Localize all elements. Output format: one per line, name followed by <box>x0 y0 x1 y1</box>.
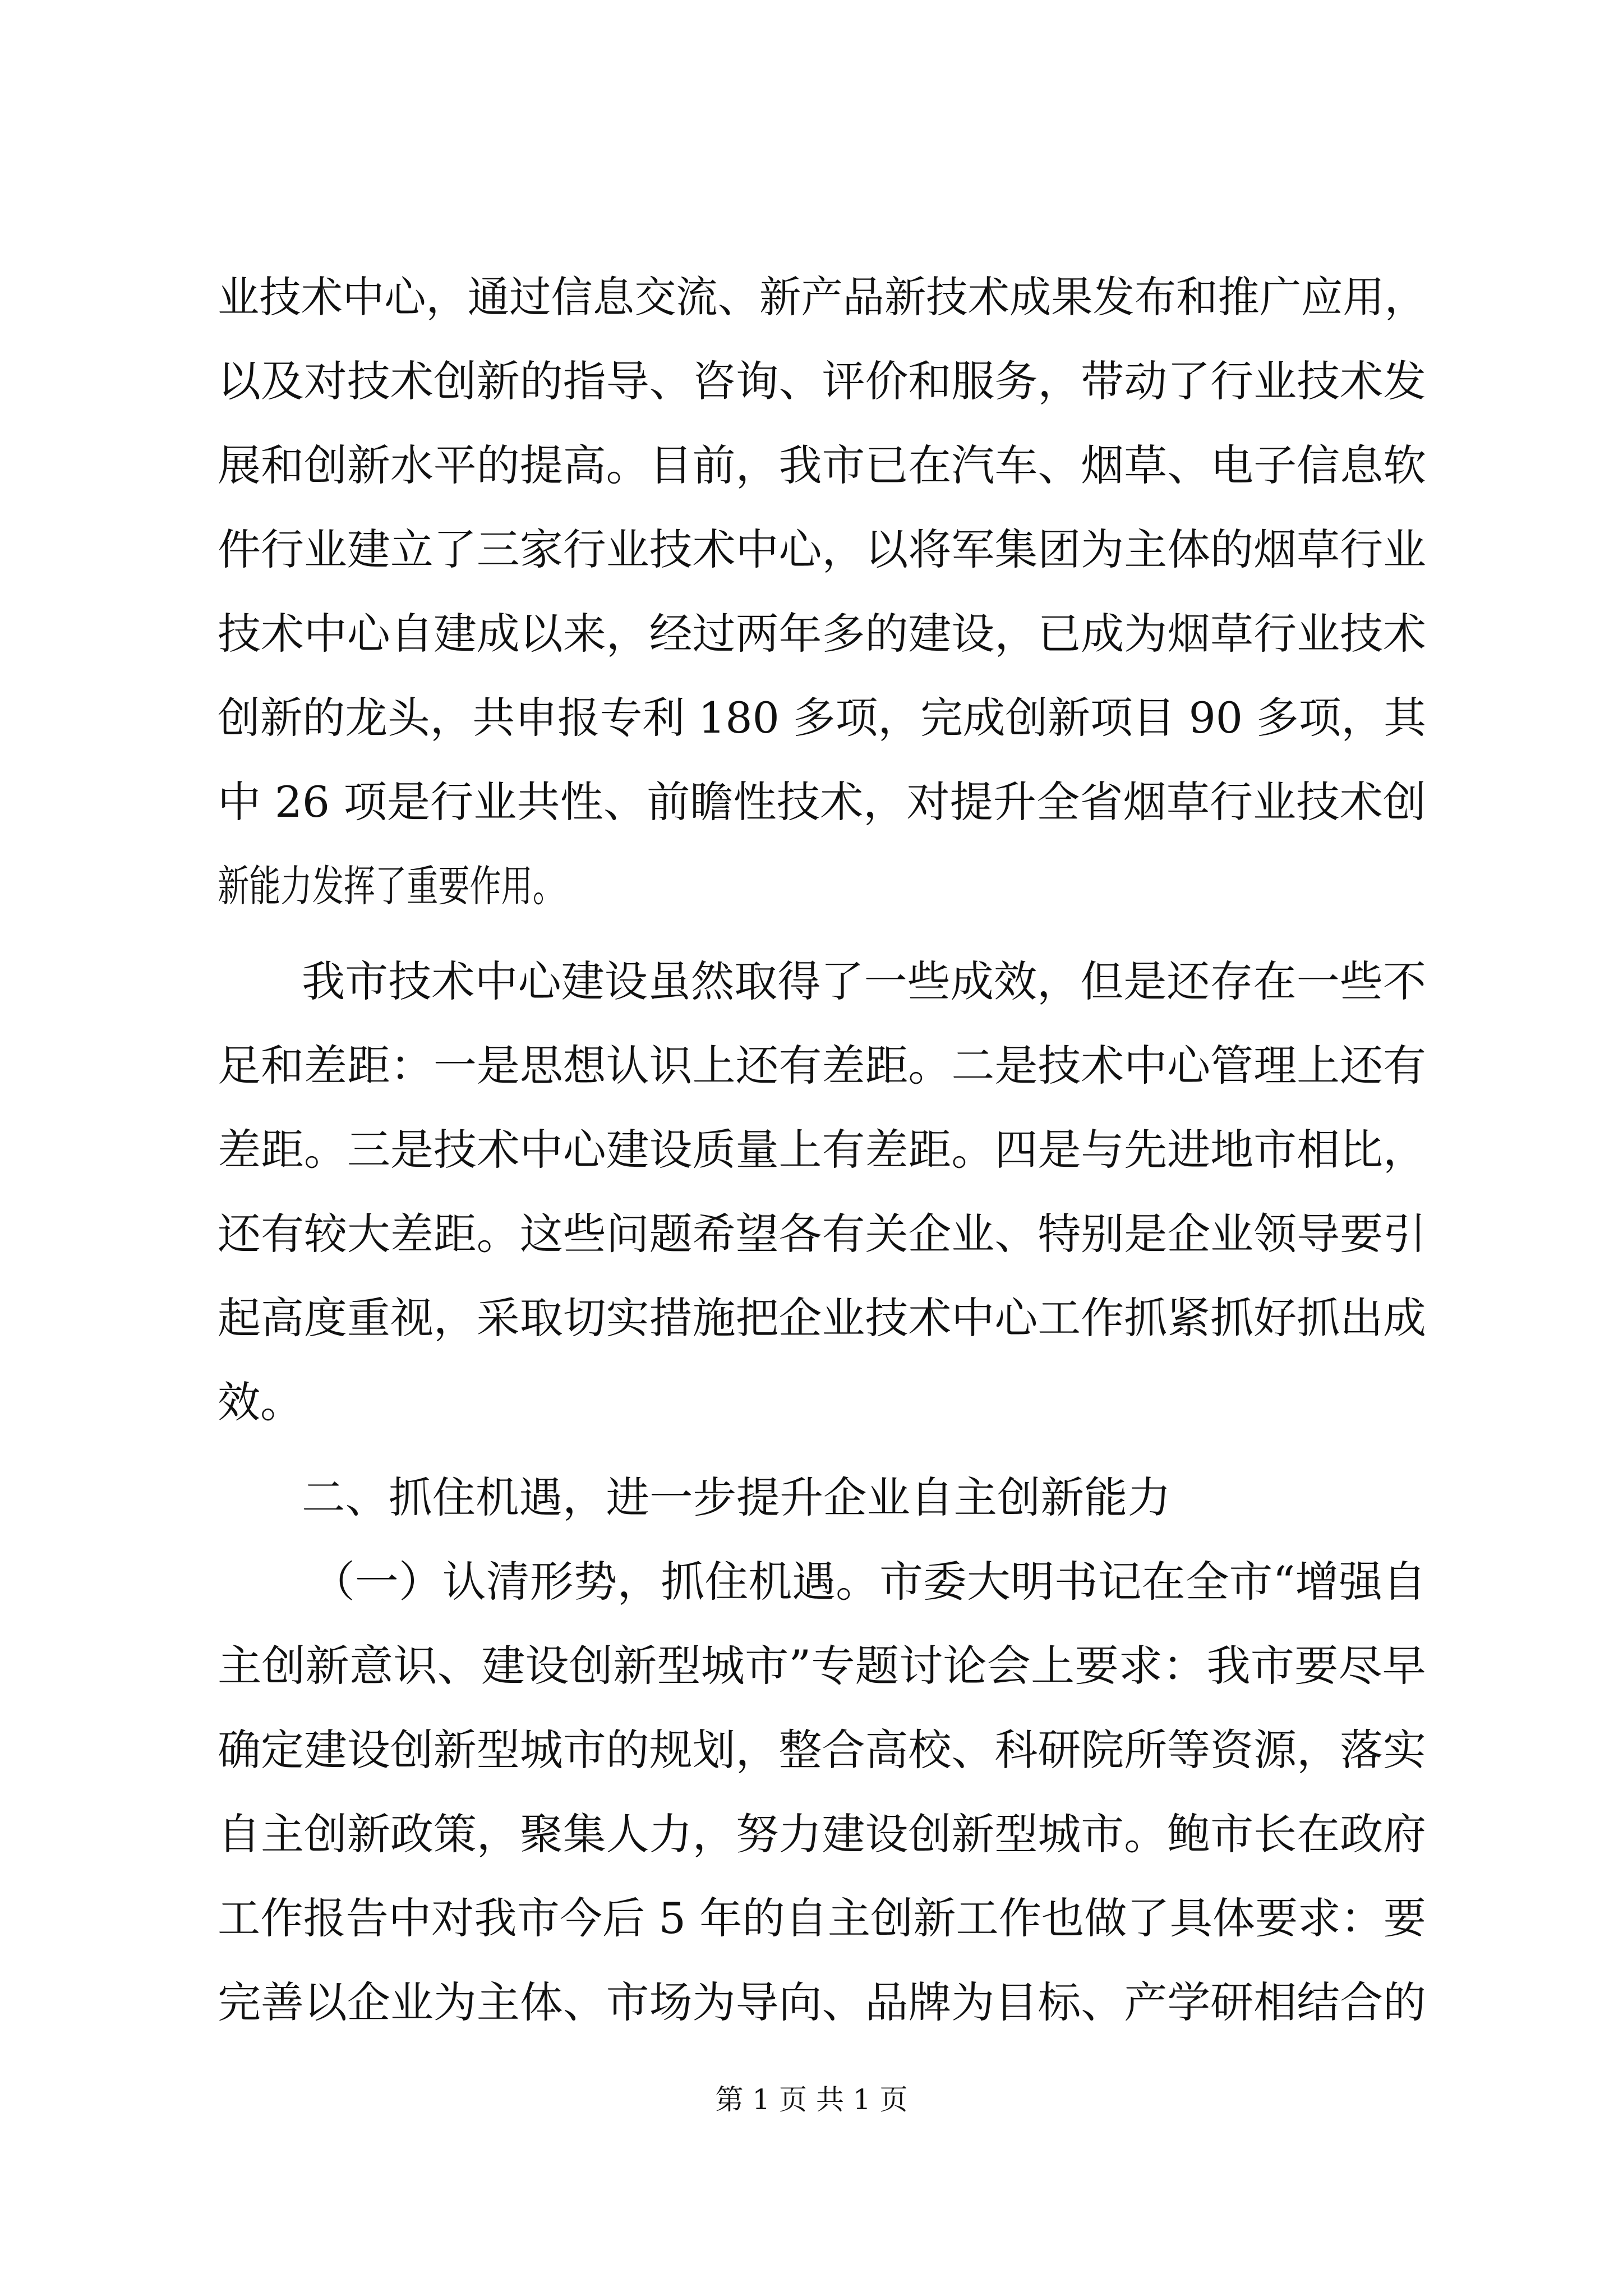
paragraph-line <box>0 1969 1623 2036</box>
line-text: 技术中心自建成以来，经过两年多的建设，已成为烟草行业技术 <box>218 609 1426 659</box>
paragraph-line <box>0 769 1623 836</box>
paragraph-line <box>0 516 1623 583</box>
line-text: 新能力发挥了重要作用。 <box>218 861 564 911</box>
paragraph-line <box>0 853 1623 920</box>
line-text: 足和差距：一是思想认识上还有差距。二是技术中心管理上还有 <box>218 1041 1426 1091</box>
line-text: 二、抓住机遇，进一步提升企业自主创新能力 <box>302 1473 1171 1522</box>
line-text: （一）认清形势，抓住机遇。市委大明书记在全市“增强自 <box>311 1557 1426 1607</box>
line-text: 确定建设创新型城市的规划，整合高校、科研院所等资源，落实 <box>218 1725 1426 1775</box>
line-text: 工作报告中对我市今后 5 年的自主创新工作也做了具体要求：要 <box>218 1893 1426 1943</box>
line-text: 创新的龙头，共申报专利 180 多项，完成创新项目 90 多项，其 <box>218 693 1426 743</box>
paragraph-line <box>0 1885 1623 1952</box>
paragraph-line <box>0 1548 1623 1616</box>
line-text: 主创新意识、建设创新型城市”专题讨论会上要求：我市要尽早 <box>218 1641 1426 1691</box>
paragraph-line <box>0 1801 1623 1868</box>
line-text: 件行业建立了三家行业技术中心，以将军集团为主体的烟草行业 <box>218 524 1426 574</box>
paragraph-line <box>0 1717 1623 1784</box>
paragraph-line <box>0 1285 1623 1352</box>
paragraph-line <box>0 1200 1623 1268</box>
paragraph-line <box>0 432 1623 499</box>
line-text: 差距。三是技术中心建设质量上有差距。四是与先进地市相比， <box>218 1125 1426 1175</box>
line-text: 展和创新水平的提高。目前，我市已在汽车、烟草、电子信息软 <box>218 440 1426 490</box>
paragraph-line <box>0 684 1623 752</box>
line-text: 以及对技术创新的指导、咨询、评价和服务，带动了行业技术发 <box>218 356 1426 406</box>
line-text: 我市技术中心建设虽然取得了一些成效，但是还存在一些不 <box>302 956 1426 1006</box>
paragraph-line <box>0 948 1623 1015</box>
paragraph-line <box>0 348 1623 415</box>
paragraph-line <box>0 1369 1623 1436</box>
line-text: 业技术中心，通过信息交流、新产品新技术成果发布和推广应用， <box>218 272 1426 322</box>
paragraph-line <box>0 264 1623 331</box>
paragraph-line <box>0 1032 1623 1099</box>
paragraph-line <box>0 600 1623 668</box>
page-footer: 第 1 页 共 1 页 <box>715 2083 908 2116</box>
paragraph-line <box>0 1632 1623 1700</box>
line-text: 效。 <box>218 1377 303 1427</box>
paragraph-line <box>0 1116 1623 1184</box>
line-text: 自主创新政策，聚集人力，努力建设创新型城市。鲍市长在政府 <box>218 1809 1426 1859</box>
line-text: 完善以企业为主体、市场为导向、品牌为目标、产学研相结合的 <box>218 1977 1426 2027</box>
line-text: 中 26 项是行业共性、前瞻性技术，对提升全省烟草行业技术创 <box>218 777 1426 827</box>
line-text: 起高度重视，采取切实措施把企业技术中心工作抓紧抓好抓出成 <box>218 1293 1426 1343</box>
paragraph-line <box>0 1464 1623 1531</box>
line-text: 还有较大差距。这些问题希望各有关企业、特别是企业领导要引 <box>218 1209 1426 1259</box>
